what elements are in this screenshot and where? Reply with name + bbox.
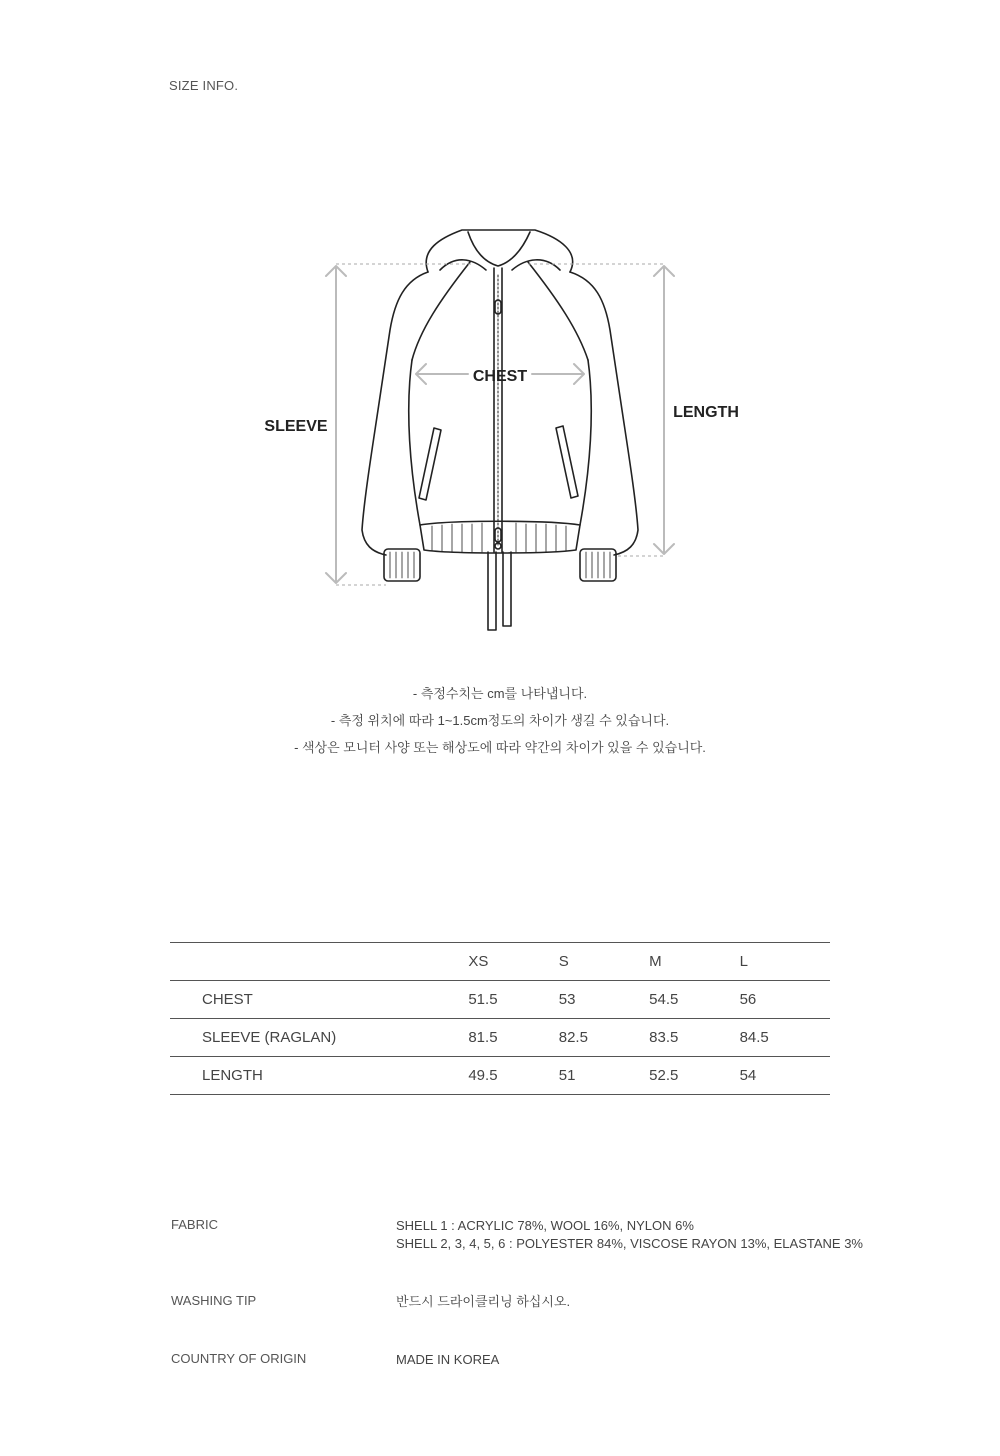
row-label: CHEST: [202, 991, 253, 1008]
left-pocket: [419, 428, 441, 500]
table-cell: 51: [558, 1067, 576, 1084]
table-cell: 54.5: [649, 991, 679, 1008]
note-line: - 색상은 모니터 사양 또는 해상도에 따라 약간의 차이가 있을 수 있습니다.: [294, 740, 706, 755]
fabric-label: FABRIC: [171, 1217, 218, 1232]
note-line: - 측정 위치에 따라 1~1.5cm정도의 차이가 생길 수 있습니다.: [330, 713, 670, 728]
table-cell: 81.5: [468, 1029, 498, 1046]
table-cell: 56: [739, 991, 757, 1008]
table-row: [170, 1057, 830, 1095]
washing-label: WASHING TIP: [171, 1293, 257, 1308]
table-cell: 51.5: [468, 991, 498, 1008]
table-cell: 84.5: [739, 1029, 769, 1046]
table-cell: 82.5: [558, 1029, 588, 1046]
header-cell: [170, 943, 468, 981]
header-cell-m: M: [649, 953, 662, 970]
measurement-notes: [0, 680, 1000, 761]
header-cell-l: L: [739, 953, 748, 970]
table-cell: 83.5: [649, 1029, 679, 1046]
table-cell: 54: [739, 1067, 757, 1084]
table-cell: 49.5: [468, 1067, 498, 1084]
row-label: SLEEVE (RAGLAN): [202, 1029, 337, 1046]
sleeve-arrow: [326, 266, 346, 583]
size-table: [170, 942, 830, 1095]
table-row: [170, 981, 830, 1019]
table-cell: 52.5: [649, 1067, 679, 1084]
jacket-size-diagram: [0, 0, 1000, 660]
origin-value: MADE IN KOREA: [396, 1352, 500, 1367]
hood-opening: [468, 232, 530, 266]
page-title: SIZE INFO.: [169, 78, 239, 93]
table-cell: 53: [558, 991, 576, 1008]
table-header-row: [170, 943, 830, 981]
fabric-line: SHELL 2, 3, 4, 5, 6 : POLYESTER 84%, VISCOSE RAYON 13%, ELASTANE 3%: [396, 1236, 863, 1251]
sleeve-label: SLEEVE: [264, 418, 328, 435]
right-pocket: [556, 426, 578, 498]
fabric-value: [396, 1217, 863, 1253]
drawstring-right: [503, 552, 511, 626]
length-label: LENGTH: [673, 404, 739, 421]
drawstring-left: [488, 552, 496, 630]
chest-label: CHEST: [472, 368, 528, 385]
length-arrow: [654, 266, 674, 554]
washing-value: 반드시 드라이클리닝 하십시오.: [396, 1294, 571, 1309]
row-label: LENGTH: [202, 1067, 263, 1084]
note-line: - 측정수치는 cm를 나타냅니다.: [412, 686, 588, 701]
header-cell-xs: XS: [468, 953, 489, 970]
fabric-line: SHELL 1 : ACRYLIC 78%, WOOL 16%, NYLON 6%: [396, 1218, 694, 1233]
table-row: [170, 1019, 830, 1057]
header-cell-s: S: [558, 953, 569, 970]
origin-label: COUNTRY OF ORIGIN: [171, 1351, 307, 1366]
body-right-outline: [570, 272, 638, 555]
